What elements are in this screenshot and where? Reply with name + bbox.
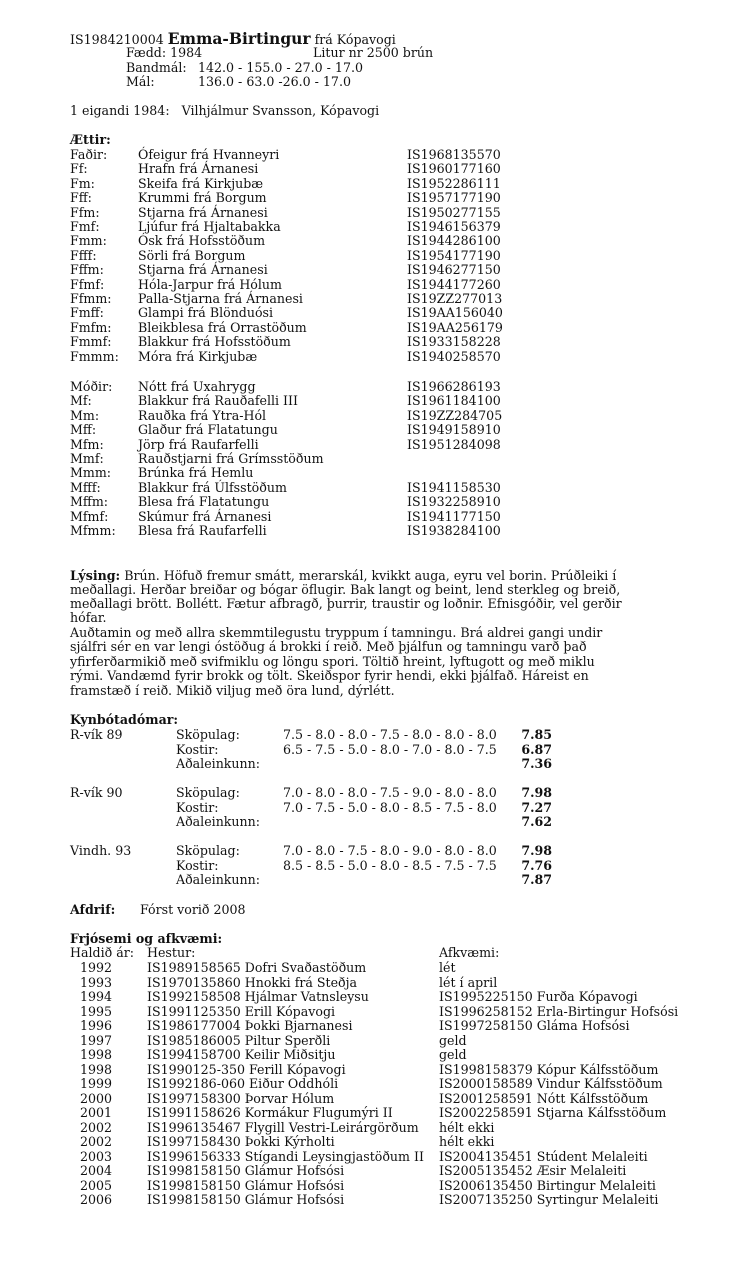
pedigree-horse-name: Palla-Stjarna frá Árnanesi <box>138 291 303 306</box>
offspring-result: IS2002258591 Stjarna Kálfsstöðum <box>439 1105 667 1120</box>
offspring-year: 1999 <box>80 1076 113 1091</box>
offspring-year: 2002 <box>80 1134 113 1149</box>
offspring-stallion: IS1992158508 Hjálmar Vatnsleysu <box>147 989 369 1004</box>
pedigree-relation: Ffff: <box>70 247 97 263</box>
pedigree-horse-name: Jörp frá Raufarfelli <box>138 436 259 452</box>
assessment-total: 7.98 <box>521 843 552 858</box>
band-label: Bandmál: <box>126 60 187 75</box>
offspring-title: Frjósemi og afkvæmi: <box>70 931 223 946</box>
description-line-1: Lýsing: Brún. Höfuð fremur smátt, merarskál, kvikkt auga, eyru vel borin. Prúðleiki í <box>70 568 617 583</box>
assessment-event: R-vík 89 <box>70 727 123 742</box>
assessment-total: 7.36 <box>521 756 552 771</box>
pedigree-relation: Mfff: <box>70 479 101 495</box>
pedigree-horse-name: Blesa frá Flatatungu <box>138 494 270 510</box>
pedigree-horse-name: Skúmur frá Árnanesi <box>138 508 272 524</box>
pedigree-horse-id: IS1950277155 <box>407 204 501 220</box>
pedigree-relation: Mff: <box>70 422 97 438</box>
description-line-5: Auðtamin og með allra skemmtilegustu tryppum í tamningu. Brá aldrei gangi undir <box>70 625 603 640</box>
pedigree-horse-id: IS19AA156040 <box>407 305 503 321</box>
pedigree-title: Ættir: <box>70 132 111 147</box>
assessment-scores: 7.5 - 8.0 - 8.0 - 7.5 - 8.0 - 8.0 - 8.0 <box>283 727 497 742</box>
pedigree-relation: Mfmm: <box>70 523 116 538</box>
offspring-result: IS1997258150 Gláma Hofsósi <box>439 1018 630 1033</box>
offspring-year: 1992 <box>80 960 113 975</box>
pedigree-relation: Faðir: <box>70 147 108 162</box>
pedigree-horse-id: IS1968135570 <box>407 147 501 162</box>
offspring-result: hélt ekki <box>439 1119 495 1135</box>
assessment-scores: 7.0 - 8.0 - 8.0 - 7.5 - 9.0 - 8.0 - 8.0 <box>283 785 497 800</box>
pedigree-relation: Fm: <box>70 175 95 191</box>
pedigree-relation: Fmm: <box>70 233 107 249</box>
registration-number: IS1984210004 <box>70 32 164 47</box>
description-line-4: hófar. <box>70 610 107 625</box>
pedigree-horse-id: IS19ZZ277013 <box>407 291 503 306</box>
pedigree-horse-id: IS1960177160 <box>407 161 501 177</box>
pedigree-horse-name: Nótt frá Uxahrygg <box>138 379 256 394</box>
pedigree-horse-name: Hrafn frá Árnanesi <box>138 161 259 177</box>
pedigree-horse-name: Móra frá Kirkjubæ <box>138 348 258 364</box>
pedigree-relation: Fmf: <box>70 219 100 234</box>
pedigree-relation: Ffmm: <box>70 291 112 306</box>
offspring-result: IS1995225150 Furða Kópavogi <box>439 989 638 1004</box>
pedigree-horse-id: IS1961184100 <box>407 393 501 409</box>
assessment-row-label: Aðaleinkunn: <box>176 814 261 829</box>
offspring-year: 2000 <box>80 1090 113 1106</box>
assessment-row-label: Kostir: <box>176 799 219 815</box>
assessment-total: 7.27 <box>521 799 552 815</box>
offspring-result: IS2005135452 Æsir Melaleiti <box>439 1163 627 1178</box>
pedigree-relation: Fmmm: <box>70 348 119 364</box>
offspring-stallion: IS1996156333 Stígandi Leysingjastöðum II <box>147 1148 424 1164</box>
pedigree-horse-id: IS1944177260 <box>407 276 501 292</box>
assessment-row-label: Sköpulag: <box>176 727 240 742</box>
assessment-scores: 8.5 - 8.5 - 5.0 - 8.0 - 8.5 - 7.5 - 7.5 <box>283 857 497 873</box>
description-line-9: framstæð í reið. Mikið viljug með öra lund, dýrlétt. <box>70 683 395 698</box>
pedigree-relation: Mfmf: <box>70 508 109 524</box>
offspring-stallion: IS1994158700 Keilir Miðsitju <box>147 1047 336 1062</box>
offspring-year: 2004 <box>80 1163 113 1178</box>
pedigree-horse-id: IS1941158530 <box>407 479 501 495</box>
pedigree-horse-name: Skeifa frá Kirkjubæ <box>138 175 264 191</box>
offspring-result: IS2006135450 Birtingur Melaleiti <box>439 1177 656 1193</box>
assessment-event: Vindh. 93 <box>70 843 132 858</box>
assessment-total: 7.85 <box>521 727 552 742</box>
assessment-row-label: Kostir: <box>176 741 219 757</box>
offspring-result: geld <box>439 1032 467 1048</box>
assessment-event: R-vík 90 <box>70 785 123 800</box>
pedigree-horse-id: IS1946277150 <box>407 262 501 278</box>
assessment-scores: 7.0 - 7.5 - 5.0 - 8.0 - 8.5 - 7.5 - 8.0 <box>283 799 497 815</box>
assessments-title: Kynbótadómar: <box>70 712 179 727</box>
pedigree-relation: Mf: <box>70 393 92 409</box>
horse-name: Emma-Birtingur <box>167 29 311 48</box>
color-code: Litur nr 2500 brún <box>313 45 434 60</box>
pedigree-horse-name: Rauðka frá Ytra-Hól <box>138 407 267 423</box>
pedigree-horse-id: IS1952286111 <box>407 175 501 191</box>
pedigree-relation: Ff: <box>70 161 88 177</box>
fate-label: Afdrif: <box>70 902 116 917</box>
pedigree-horse-id: IS1938284100 <box>407 523 501 538</box>
pedigree-relation: Fmmf: <box>70 334 112 350</box>
offspring-stallion: IS1990125-350 Ferill Kópavogi <box>147 1061 346 1077</box>
pedigree-relation: Mmm: <box>70 465 112 481</box>
offspring-stallion: IS1996135467 Flygill Vestri-Leirárgörðum <box>147 1119 419 1135</box>
birth-year: Fædd: 1984 <box>126 45 203 60</box>
offspring-stallion: IS1985186005 Piltur Sperðli <box>147 1032 331 1048</box>
pedigree-relation: Mfm: <box>70 436 104 452</box>
pedigree-horse-id: IS1957177190 <box>407 190 501 206</box>
pedigree-horse-id: IS1941177150 <box>407 508 501 524</box>
pedigree-horse-name: Stjarna frá Árnanesi <box>138 204 268 220</box>
pedigree-horse-name: Ljúfur frá Hjaltabakka <box>138 219 281 234</box>
pedigree-horse-name: Glaður frá Flatatungu <box>138 422 278 438</box>
assessment-row-label: Aðaleinkunn: <box>176 872 261 887</box>
offspring-result: IS1998158379 Kópur Kálfsstöðum <box>439 1061 659 1077</box>
description-line-8: rými. Vandæmd fyrir brokk og tölt. Skeiðspor fyrir hendi, ekki þjálfað. Háreist en <box>70 668 589 683</box>
assessment-total: 7.98 <box>521 785 552 800</box>
offspring-year: 2005 <box>80 1177 113 1193</box>
pedigree-relation: Ffmf: <box>70 276 105 292</box>
offspring-result: hélt ekki <box>439 1134 495 1149</box>
description-label: Lýsing: <box>70 568 121 583</box>
offspring-stallion: IS1997158300 Þorvar Hólum <box>147 1090 335 1106</box>
offspring-year: 1995 <box>80 1003 113 1019</box>
pedigree-horse-id: IS1932258910 <box>407 494 501 510</box>
offspring-year: 1993 <box>80 974 113 990</box>
assessment-row-label: Kostir: <box>176 857 219 873</box>
pedigree-relation: Ffm: <box>70 204 100 220</box>
offspring-header-offspring: Afkvæmi: <box>439 945 500 960</box>
pedigree-horse-id: IS1946156379 <box>407 219 501 234</box>
pedigree-horse-id: IS19AA256179 <box>407 319 503 335</box>
offspring-stallion: IS1998158150 Glámur Hofsósi <box>147 1163 345 1178</box>
pedigree-horse-name: Bleikblesa frá Orrastöðum <box>138 319 307 335</box>
pedigree-horse-name: Blakkur frá Úlfsstöðum <box>138 479 287 495</box>
pedigree-horse-id: IS19ZZ284705 <box>407 407 503 423</box>
pedigree-horse-name: Blakkur frá Hofsstöðum <box>138 334 291 350</box>
offspring-stallion: IS1998158150 Glámur Hofsósi <box>147 1192 345 1207</box>
offspring-stallion: IS1986177004 Þokki Bjarnanesi <box>147 1018 353 1033</box>
offspring-year: 1994 <box>80 989 113 1004</box>
pedigree-relation: Fffm: <box>70 262 104 278</box>
assessment-scores: 6.5 - 7.5 - 5.0 - 8.0 - 7.0 - 8.0 - 7.5 <box>283 741 497 757</box>
pedigree-horse-id: IS1951284098 <box>407 436 501 452</box>
pedigree-horse-name: Rauðstjarni frá Grímsstöðum <box>138 451 324 466</box>
pedigree-horse-name: Sörli frá Borgum <box>138 247 246 263</box>
offspring-result: IS2007135250 Syrtingur Melaleiti <box>439 1192 659 1207</box>
offspring-stallion: IS1998158150 Glámur Hofsósi <box>147 1177 345 1193</box>
pedigree-horse-name: Krummi frá Borgum <box>138 190 267 206</box>
offspring-stallion: IS1992186-060 Eiður Oddhóli <box>147 1076 339 1091</box>
assessment-row-label: Aðaleinkunn: <box>176 756 261 771</box>
offspring-year: 1998 <box>80 1061 113 1077</box>
pedigree-horse-id: IS1944286100 <box>407 233 501 249</box>
assessment-total: 7.76 <box>521 857 552 873</box>
assessment-total: 7.87 <box>521 872 552 887</box>
offspring-year: 1998 <box>80 1047 113 1062</box>
description-line-2: meðallagi. Herðar breiðar og bógar öflugir. Bak langt og beint, lend sterkleg og breið, <box>70 582 621 597</box>
offspring-result: IS2004135451 Stúdent Melaleiti <box>439 1148 648 1164</box>
offspring-stallion: IS1991125350 Erill Kópavogi <box>147 1003 336 1019</box>
pedigree-horse-name: Glampi frá Blönduósi <box>138 305 274 321</box>
offspring-year: 2006 <box>80 1192 113 1207</box>
offspring-result: geld <box>439 1047 467 1062</box>
pedigree-horse-name: Ósk frá Hofsstöðum <box>138 233 266 249</box>
offspring-result: IS2000158589 Vindur Kálfsstöðum <box>439 1076 663 1091</box>
owner-line: 1 eigandi 1984: Vilhjálmur Svansson, Kópavogi <box>70 103 380 118</box>
band-measurements: 142.0 - 155.0 - 27.0 - 17.0 <box>198 60 363 75</box>
pedigree-horse-id: IS1954177190 <box>407 247 501 263</box>
pedigree-relation: Mm: <box>70 407 100 423</box>
pedigree-horse-name: Stjarna frá Árnanesi <box>138 262 268 278</box>
horse-origin: frá Kópavogi <box>314 32 396 47</box>
offspring-result: lét <box>439 960 456 975</box>
offspring-year: 1997 <box>80 1032 113 1048</box>
offspring-header-stallion: Hestur: <box>147 945 196 960</box>
offspring-year: 2001 <box>80 1105 113 1120</box>
pedigree-relation: Fff: <box>70 190 92 206</box>
offspring-result: IS2001258591 Nótt Kálfsstöðum <box>439 1090 649 1106</box>
offspring-header-year: Haldið ár: <box>70 945 134 960</box>
offspring-stallion: IS1989158565 Dofri Svaðastöðum <box>147 960 367 975</box>
description-line-7: yfirferðarmikið með svifmiklu og löngu spori. Töltið hreint, lyftugott og með miklu <box>70 654 595 669</box>
pedigree-relation: Fmff: <box>70 305 104 321</box>
pedigree-horse-id: IS1940258570 <box>407 348 501 364</box>
body-measurements: 136.0 - 63.0 -26.0 - 17.0 <box>198 74 351 89</box>
offspring-result: IS1996258152 Erla-Birtingur Hofsósi <box>439 1003 679 1019</box>
assessment-scores: 7.0 - 8.0 - 7.5 - 8.0 - 9.0 - 8.0 - 8.0 <box>283 843 497 858</box>
description-line-3: meðallagi brött. Bollétt. Fætur afbragð, þurrir, traustir og loðnir. Efnisgóðir, vel gerðir <box>70 596 622 611</box>
pedigree-horse-name: Ófeigur frá Hvanneyri <box>138 147 280 162</box>
pedigree-horse-id: IS1933158228 <box>407 334 501 350</box>
pedigree-relation: Fmfm: <box>70 319 112 335</box>
offspring-stallion: IS1991158626 Kormákur Flugumýri II <box>147 1105 393 1120</box>
assessment-row-label: Sköpulag: <box>176 785 240 800</box>
offspring-year: 2002 <box>80 1119 113 1135</box>
pedigree-relation: Móðir: <box>70 379 113 394</box>
pedigree-horse-id: IS1966286193 <box>407 379 501 394</box>
offspring-result: lét í april <box>439 974 498 990</box>
offspring-year: 2003 <box>80 1148 113 1164</box>
offspring-stallion: IS1970135860 Hnokki frá Steðja <box>147 974 358 990</box>
assessment-row-label: Sköpulag: <box>176 843 240 858</box>
fate-value: Fórst vorið 2008 <box>140 902 246 917</box>
mal-label: Mál: <box>126 74 155 89</box>
offspring-stallion: IS1997158430 Þokki Kýrholti <box>147 1134 335 1149</box>
pedigree-relation: Mmf: <box>70 451 104 466</box>
pedigree-relation: Mffm: <box>70 494 109 510</box>
pedigree-horse-name: Hóla-Jarpur frá Hólum <box>138 276 282 292</box>
description-line-6: sjálfri sér en var lengi óstöðug á brokki í reið. Með þjálfun og tamningu varð það <box>70 639 587 654</box>
pedigree-horse-id: IS1949158910 <box>407 422 501 438</box>
pedigree-horse-name: Brúnka frá Hemlu <box>138 465 254 481</box>
pedigree-horse-name: Blesa frá Raufarfelli <box>138 523 267 538</box>
pedigree-horse-name: Blakkur frá Rauðafelli III <box>138 393 298 409</box>
offspring-year: 1996 <box>80 1018 113 1033</box>
assessment-total: 7.62 <box>521 814 552 829</box>
assessment-total: 6.87 <box>521 741 552 757</box>
